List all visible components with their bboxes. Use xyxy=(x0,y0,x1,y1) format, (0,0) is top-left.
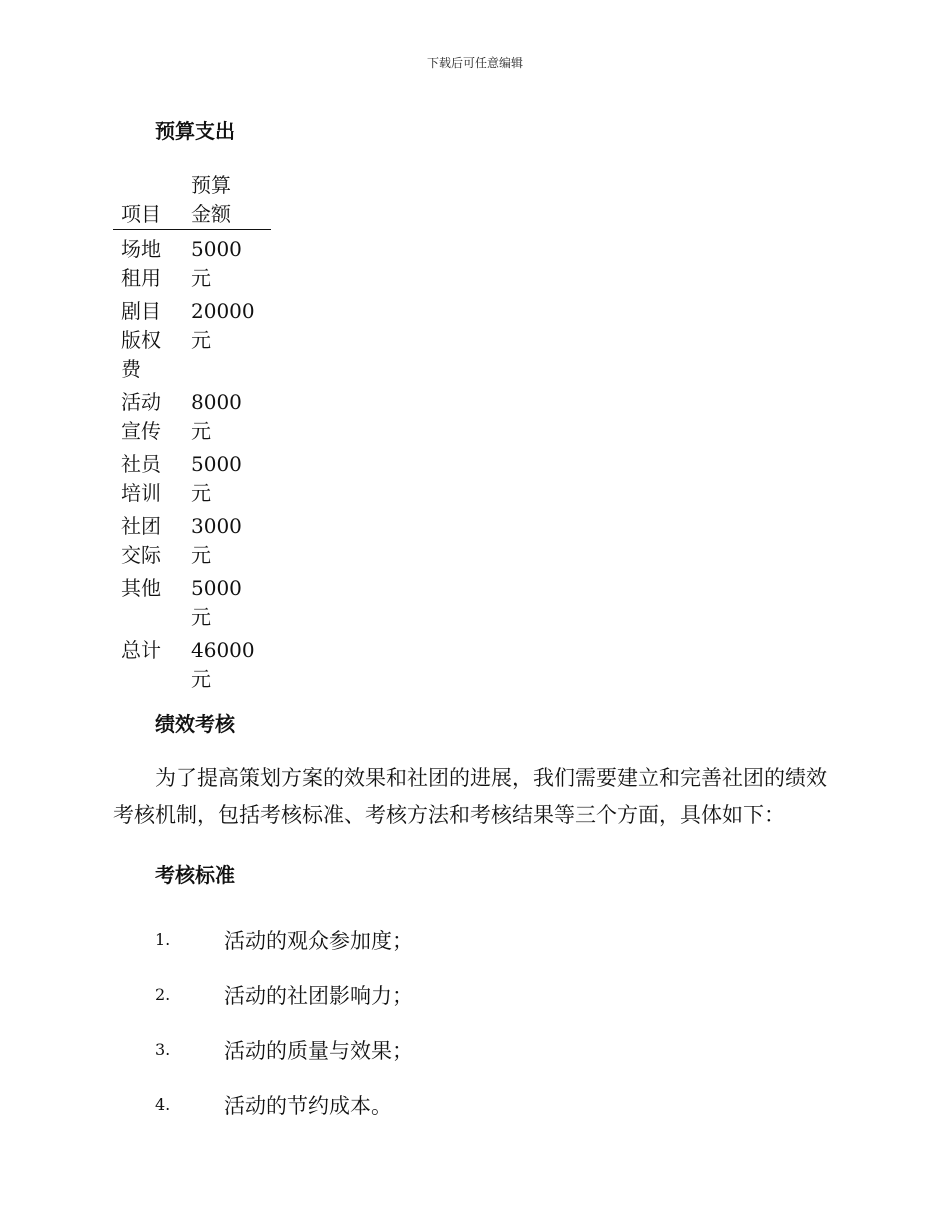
table-row xyxy=(113,512,271,570)
list-item-number: 4. xyxy=(155,1095,171,1114)
table-header-row xyxy=(113,170,271,230)
list-item xyxy=(155,1022,413,1077)
performance-heading: 绩效考核 xyxy=(155,712,235,736)
budget-table xyxy=(113,170,271,694)
column-header-amount: 预算 金额 xyxy=(191,173,231,226)
table-row xyxy=(113,235,271,293)
list-item-number: 3. xyxy=(155,1040,171,1059)
table-body xyxy=(113,235,271,694)
table-row xyxy=(113,450,271,508)
budget-amount-cell: 8000 元 xyxy=(191,390,242,443)
budget-amount-cell: 5000 元 xyxy=(191,576,242,629)
list-item-text: 活动的质量与效果； xyxy=(224,1038,413,1063)
budget-item-cell: 其他 xyxy=(121,576,161,600)
list-item xyxy=(155,1077,413,1132)
list-item-number: 2. xyxy=(155,985,171,1004)
budget-amount-cell: 20000 元 xyxy=(191,299,255,352)
table-row xyxy=(113,636,271,694)
column-header-item: 项目 xyxy=(121,202,161,226)
budget-item-cell: 活动 宣传 xyxy=(121,390,161,443)
budget-item-cell: 社员 培训 xyxy=(121,452,161,505)
budget-item-cell: 场地 租用 xyxy=(121,237,161,290)
list-item-number: 1. xyxy=(155,930,171,949)
budget-item-cell: 剧目 版权 费 xyxy=(121,299,161,381)
list-item xyxy=(155,912,413,967)
table-row xyxy=(113,574,271,632)
budget-amount-cell: 3000 元 xyxy=(191,514,242,567)
list-item-text: 活动的社团影响力； xyxy=(224,983,413,1008)
list-item xyxy=(155,967,413,1022)
budget-heading: 预算支出 xyxy=(155,119,235,143)
budget-amount-cell: 5000 元 xyxy=(191,452,242,505)
budget-amount-cell: 5000 元 xyxy=(191,237,242,290)
list-item-text: 活动的节约成本。 xyxy=(224,1093,392,1118)
list-item-text: 活动的观众参加度； xyxy=(224,928,413,953)
table-row xyxy=(113,297,271,384)
budget-item-cell: 总计 xyxy=(121,638,161,662)
page-header: 下载后可任意编辑 xyxy=(426,56,523,70)
table-row xyxy=(113,388,271,446)
performance-paragraph: 为了提高策划方案的效果和社团的进展，我们需要建立和完善社团的绩效考核机制，包括考核标准、考核方法和考核结果等三个方面，具体如下： xyxy=(113,766,827,827)
standards-list xyxy=(155,912,413,1132)
budget-amount-cell: 46000 元 xyxy=(191,638,255,691)
standards-heading: 考核标准 xyxy=(155,863,235,887)
budget-item-cell: 社团 交际 xyxy=(121,514,161,567)
